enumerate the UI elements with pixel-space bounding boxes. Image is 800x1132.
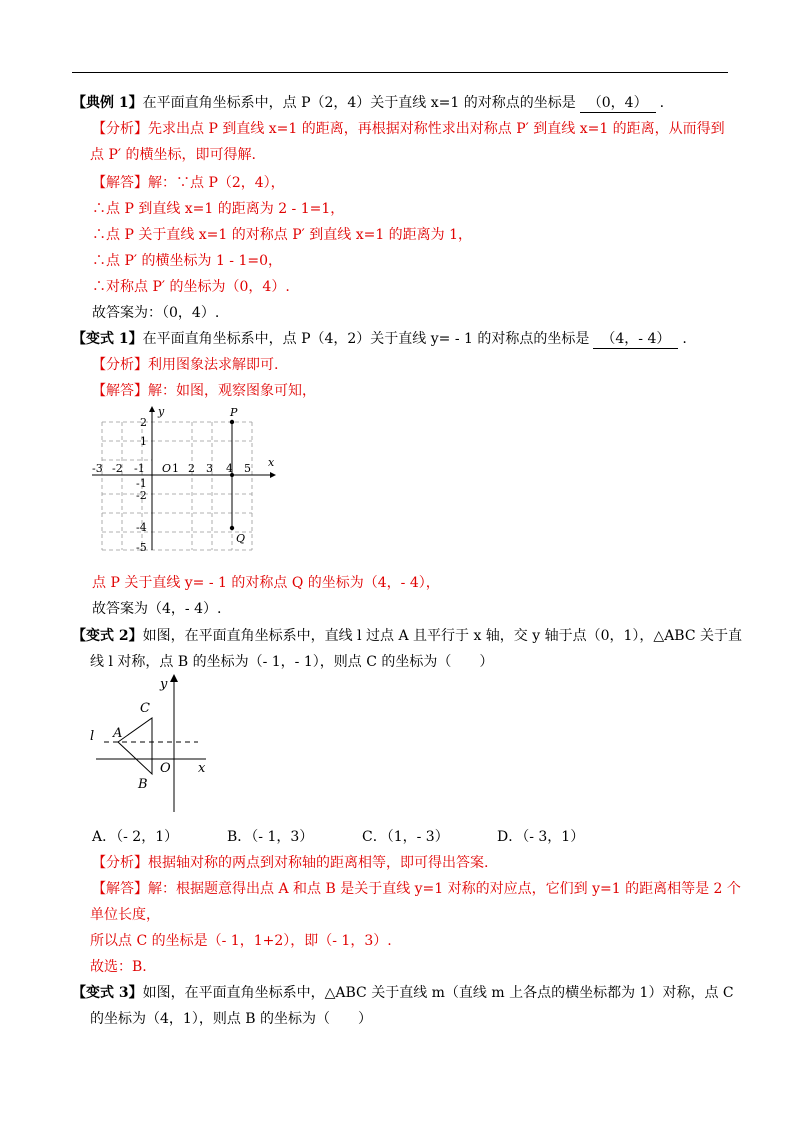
option-a[interactable]: A．（- 2，1） [92, 829, 179, 845]
point-q [230, 526, 234, 530]
variant2-figure [86, 670, 216, 820]
option-d[interactable]: D．（- 3，1） [497, 829, 585, 845]
ytick-1: 1 [140, 435, 147, 448]
variant3-question-2: 的坐标为（4，1），则点 B 的坐标为（ ） [90, 1011, 373, 1027]
example1-end: . [659, 95, 665, 111]
x-axis-label: x [268, 456, 275, 469]
example1-solution-5: ∴对称点 P′ 的坐标为（0，4）. [92, 279, 290, 295]
c-label: C [140, 701, 150, 716]
variant1-end: . [682, 331, 687, 347]
y-axis-label: y [158, 405, 165, 418]
variant1-stem: 在平面直角坐标系中，点 P（4，2）关于直线 y= - 1 的对称点的坐标是 [142, 331, 590, 347]
variant2-question-2: 线 l 对称，点 B 的坐标为（- 1，- 1），则点 C 的坐标为（ ） [90, 654, 494, 670]
variant1-analysis: 【分析】利用图象法求解即可. [92, 357, 279, 373]
example1-stem: 在平面直角坐标系中，点 P（2，4）关于直线 x=1 的对称点的坐标是 [142, 95, 576, 111]
option-b[interactable]: B．（- 1，3） [227, 829, 314, 845]
example1-solution-3: ∴点 P 关于直线 x=1 的对称点 P′ 到直线 x=1 的距离为 1， [92, 227, 473, 243]
header-rule [72, 72, 728, 73]
q-label: Q [236, 532, 246, 545]
xtick-5: 5 [244, 462, 251, 475]
dashed-grid [102, 422, 252, 550]
xtick-neg2: -2 [112, 462, 123, 475]
variant2-options [92, 826, 712, 846]
variant1-final: 故答案为（4，- 4）. [92, 601, 222, 617]
b-label: B [138, 777, 148, 792]
example1-solution-2: ∴点 P 到直线 x=1 的距离为 2 - 1=1， [92, 201, 345, 217]
example1-analysis-2: 点 P′ 的横坐标，即可得解. [90, 147, 256, 163]
xtick-1: 1 [172, 462, 179, 475]
example1-solution-4: ∴点 P′ 的横坐标为 1 - 1=0， [92, 253, 283, 269]
xtick-2: 2 [188, 462, 195, 475]
y-axis-arrow-icon [170, 674, 178, 682]
variant1-solution: 【解答】解：如图，观察图象可知， [92, 383, 316, 399]
example1-answer: （0，4） [580, 94, 656, 113]
example1-final: 故答案为：（0，4）. [92, 305, 220, 321]
ytick-2: 2 [140, 416, 147, 429]
variant1-tag: 【变式 1】 [72, 331, 143, 347]
ytick-neg1: -1 [136, 477, 147, 490]
variant1-grid-figure [88, 400, 288, 562]
variant2-tag: 【变式 2】 [72, 628, 143, 644]
variant1-answer: （4，- 4） [593, 330, 678, 349]
triangle-abc [118, 718, 152, 774]
example1-question [72, 94, 664, 113]
variant2-solution-1: 【解答】解：根据题意得出点 A 和点 B 是关于直线 y=1 对称的对应点，它们到 y=1 的距离相等是 2 个 [92, 881, 741, 897]
ytick-neg2: -2 [136, 489, 147, 502]
x-axis-arrow-icon [270, 472, 276, 478]
xtick-neg1: -1 [134, 462, 145, 475]
xtick-4: 4 [226, 462, 233, 475]
option-c[interactable]: C．（1，- 3） [362, 829, 449, 845]
variant2-analysis: 【分析】根据轴对称的两点到对称轴的距离相等，即可得出答案. [92, 855, 489, 871]
variant3-tag: 【变式 3】 [72, 985, 143, 1001]
ytick-neg4: -4 [136, 521, 147, 534]
p-label: P [230, 406, 238, 419]
example1-analysis-1: 【分析】先求出点 P 到直线 x=1 的距离，再根据对称性求出对称点 P′ 到直线 x=1 的距离，从而得到 [92, 121, 725, 137]
example1-tag: 【典例 1】 [72, 95, 143, 111]
l-label: l [90, 729, 95, 744]
variant3-question-1 [72, 984, 734, 1002]
variant2-stem-1: 如图，在平面直角坐标系中，直线 l 过点 A 且平行于 x 轴，交 y 轴于点（0，1），△ABC 关于直 [142, 628, 743, 644]
variant2-solution-2: 单位长度， [90, 907, 160, 923]
example1-solution-1: 【解答】解：∵点 P（2，4）， [92, 175, 285, 191]
x-axis-label: x [198, 761, 206, 776]
ytick-neg5: -5 [136, 541, 147, 554]
variant2-question-1 [72, 627, 742, 645]
origin-label: O [160, 761, 171, 776]
variant2-solution-3: 所以点 C 的坐标是（- 1，1+2），即（- 1，3）. [90, 933, 392, 949]
point-p [230, 420, 234, 424]
variant1-result: 点 P 关于直线 y= - 1 的对称点 Q 的坐标为（4，- 4）， [92, 575, 440, 591]
y-axis-label: y [160, 677, 168, 692]
variant3-stem-1: 如图，在平面直角坐标系中，△ABC 关于直线 m（直线 m 上各点的横坐标都为 1）对称，点 C [142, 985, 734, 1001]
xtick-neg3: -3 [92, 462, 103, 475]
origin-label: O [162, 462, 172, 475]
y-axis-arrow-icon [149, 406, 155, 412]
variant2-final: 故选：B. [90, 959, 147, 975]
xtick-3: 3 [206, 462, 213, 475]
a-label: A [113, 726, 123, 741]
variant1-question [72, 330, 687, 349]
